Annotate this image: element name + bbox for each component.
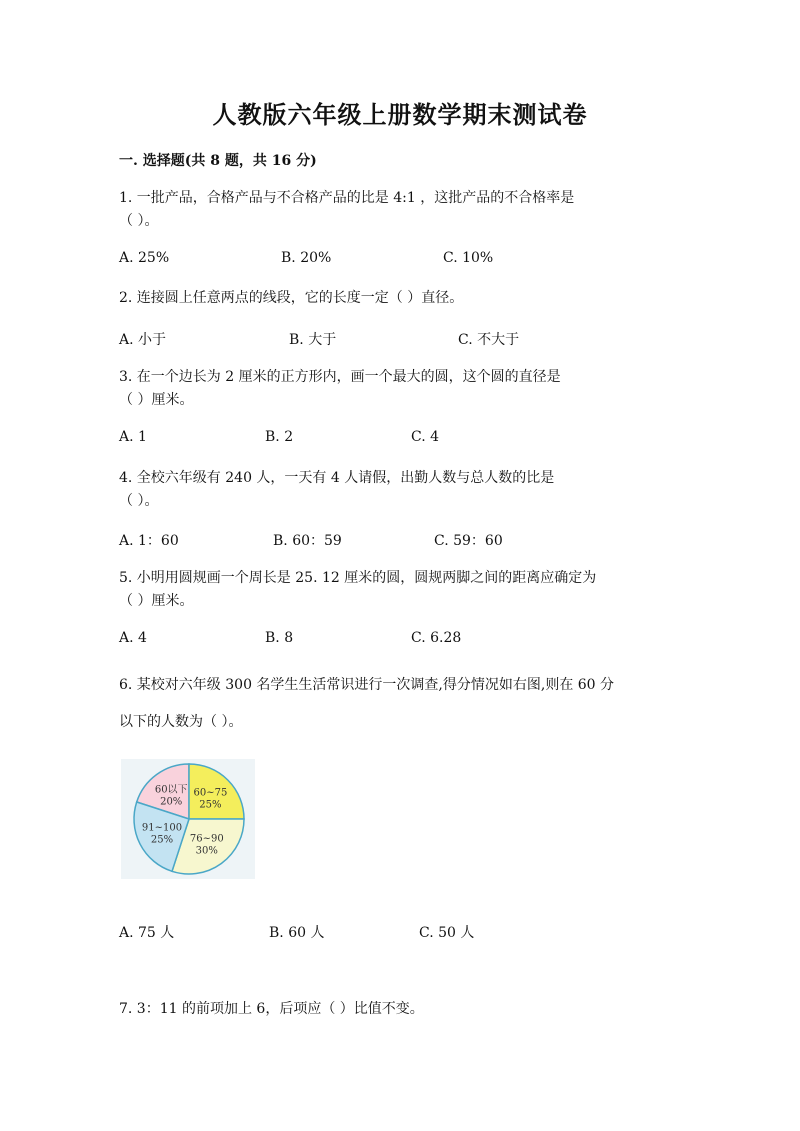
question-6-line2: 以下的人数为（ ）。 [119, 714, 243, 730]
question-3-option-c: C. 4 [411, 429, 440, 445]
pie-slice-range-label: 60以下 [154, 784, 188, 796]
question-2-option-c: C. 不大于 [458, 332, 520, 348]
pie-slice-range-label: 91~100 [141, 822, 183, 834]
question-6-line1: 6. 某校对六年级 300 名学生生活常识进行一次调查,得分情况如右图,则在 60 分 [119, 677, 615, 693]
question-3-line2: （ ）厘米。 [119, 392, 194, 408]
question-6-option-c: C. 50 人 [419, 925, 475, 941]
question-5-option-a: A. 4 [119, 630, 147, 646]
pie-chart-svg [121, 759, 255, 879]
question-1-option-c: C. 10% [443, 250, 494, 266]
question-6-option-a: A. 75 人 [119, 925, 175, 941]
page-title: 人教版六年级上册数学期末测试卷 [212, 100, 588, 129]
pie-slice-percent-label: 30% [195, 845, 218, 857]
question-3-option-b: B. 2 [265, 429, 294, 445]
question-4-line2: （ ）。 [119, 493, 159, 509]
question-1-option-b: B. 20% [281, 250, 332, 266]
question-1-line2: （ ）。 [119, 213, 159, 229]
pie-slice-range-label: 76~90 [189, 833, 224, 845]
question-6 [119, 667, 689, 741]
question-4-option-b: B. 60：59 [273, 533, 342, 549]
question-5-line2: （ ）厘米。 [119, 593, 194, 609]
question-4 [119, 467, 689, 513]
question-6-option-b: B. 60 人 [269, 925, 325, 941]
question-3-option-a: A. 1 [119, 429, 147, 445]
question-4-option-c: C. 59：60 [434, 533, 503, 549]
question-2-line1: 2. 连接圆上任意两点的线段，它的长度一定（ ）直径。 [119, 290, 464, 306]
pie-slice-percent-label: 25% [150, 834, 174, 846]
question-1 [119, 187, 689, 233]
pie-slice-percent-label: 25% [199, 799, 222, 811]
score-pie-chart [121, 759, 255, 879]
question-4-option-a: A. 1：60 [119, 533, 179, 549]
pie-slice-percent-label: 20% [160, 796, 183, 808]
question-7 [119, 998, 689, 1021]
pie-slice-range-label: 60~75 [193, 787, 228, 799]
question-5-line1: 5. 小明用圆规画一个周长是 25. 12 厘米的圆，圆规两脚之间的距离应确定为 [119, 570, 597, 586]
question-5-option-c: C. 6.28 [411, 630, 462, 646]
question-4-line1: 4. 全校六年级有 240 人，一天有 4 人请假，出勤人数与总人数的比是 [119, 470, 555, 486]
question-2-option-a: A. 小于 [119, 332, 167, 348]
question-1-option-a: A. 25% [119, 250, 170, 266]
question-3 [119, 366, 689, 412]
question-5 [119, 567, 689, 613]
question-1-line1: 1. 一批产品，合格产品与不合格产品的比是 4:1 ，这批产品的不合格率是 [119, 190, 575, 206]
question-5-option-b: B. 8 [265, 630, 294, 646]
question-2 [119, 287, 689, 310]
question-3-line1: 3. 在一个边长为 2 厘米的正方形内，画一个最大的圆，这个圆的直径是 [119, 369, 561, 385]
question-2-option-b: B. 大于 [289, 332, 337, 348]
question-7-line1: 7. 3：11 的前项加上 6，后项应（ ）比值不变。 [119, 1001, 424, 1017]
section-heading: 一. 选择题(共 8 题，共 16 分) [119, 153, 317, 169]
